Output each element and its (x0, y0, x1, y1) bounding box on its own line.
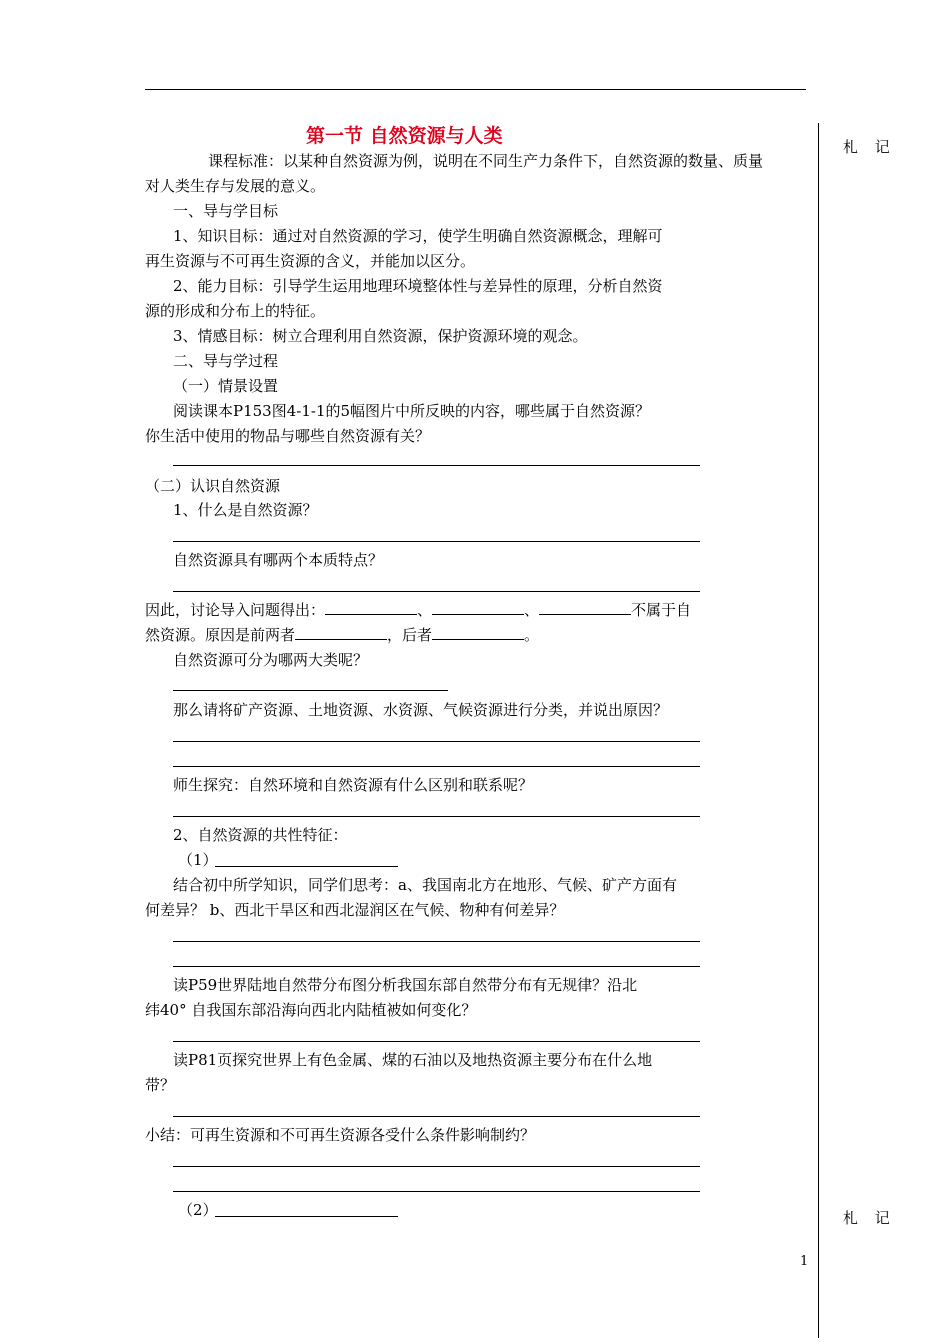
fill-blank-conclusion-line1 (145, 600, 691, 620)
answer-line[interactable] (173, 1166, 700, 1167)
section-heading-goals: 一、导与学目标 (173, 202, 279, 220)
answer-line[interactable] (173, 1116, 700, 1117)
question-common-features: 2、自然资源的共性特征： (173, 826, 348, 844)
ability-goal-line1: 2、能力目标：引导学生运用地理环境整体性与差异性的原理，分析自然资 (173, 277, 663, 295)
answer-line[interactable] (173, 541, 700, 542)
side-note-bottom: 札 记 (843, 1209, 896, 1227)
answer-line[interactable] (173, 741, 700, 742)
question-mineral-distribution-line2: 带？ (145, 1076, 176, 1094)
blank-field[interactable] (432, 625, 524, 640)
fill-blank-conclusion-line2 (145, 625, 539, 645)
subsection-scenario: （一）情景设置 (173, 377, 279, 395)
side-note-top: 札 记 (843, 138, 896, 156)
answer-line[interactable] (173, 941, 700, 942)
question-natural-zones-line1: 读P59世界陆地自然带分布图分析我国东部自然带分布有无规律？沿北 (173, 976, 638, 994)
question-regional-diff-line1: 结合初中所学知识，同学们思考：a、我国南北方在地形、气候、矿产方面有 (173, 876, 677, 894)
conclusion-tail: 不属于自 (631, 601, 692, 619)
question-environment-vs-resource: 师生探究：自然环境和自然资源有什么区别和联系呢？ (173, 776, 534, 794)
item-2-label: （2） (178, 1201, 218, 1219)
emotion-goal: 3、情感目标：树立合理利用自然资源，保护资源环境的观念。 (173, 327, 588, 345)
answer-line[interactable] (173, 465, 700, 466)
reason-text-2: ，后者 (387, 626, 433, 644)
ability-goal-line2: 源的形成和分布上的特征。 (145, 302, 326, 320)
course-standard-line1: 课程标准：以某种自然资源为例，说明在不同生产力条件下，自然资源的数量、质量 (208, 152, 764, 170)
reading-question-line2: 你生活中使用的物品与哪些自然资源有关？ (145, 427, 431, 445)
separator: 、 (524, 601, 540, 619)
period: 。 (524, 626, 540, 644)
question-natural-zones-line2: 纬40° 自我国东部沿海向西北内陆植被如何变化？ (145, 1001, 477, 1019)
question-two-categories: 自然资源可分为哪两大类呢？ (173, 651, 369, 669)
page-title: 第一节 自然资源与人类 (306, 125, 503, 147)
answer-line[interactable] (173, 1041, 700, 1042)
answer-line[interactable] (173, 816, 700, 817)
course-standard-line2: 对人类生存与发展的意义。 (145, 177, 326, 195)
item-2-blank[interactable] (215, 1216, 398, 1217)
item-1-label: （1） (178, 851, 218, 869)
question-classify: 那么请将矿产资源、土地资源、水资源、气候资源进行分类，并说出原因？ (173, 701, 669, 719)
blank-field[interactable] (432, 600, 524, 615)
separator: 、 (417, 601, 433, 619)
section-heading-process: 二、导与学过程 (173, 352, 279, 370)
question-essential-features: 自然资源具有哪两个本质特点？ (173, 551, 384, 569)
margin-divider (818, 123, 819, 1338)
summary-question: 小结：可再生资源和不可再生资源各受什么条件影响制约？ (145, 1126, 536, 1144)
answer-line[interactable] (173, 591, 700, 592)
question-what-is-resource: 1、什么是自然资源？ (173, 501, 318, 519)
answer-line[interactable] (173, 690, 448, 691)
page-number: 1 (800, 1254, 809, 1269)
item-1-blank[interactable] (215, 866, 398, 867)
question-regional-diff-line2: 何差异？ b、西北干旱区和西北湿润区在气候、物种有何差异？ (145, 901, 565, 919)
answer-line[interactable] (173, 766, 700, 767)
knowledge-goal-line1: 1、知识目标：通过对自然资源的学习，使学生明确自然资源概念，理解可 (173, 227, 663, 245)
header-rule (145, 89, 806, 90)
blank-field[interactable] (295, 625, 387, 640)
answer-line[interactable] (173, 1191, 700, 1192)
subsection-know-resources: （二）认识自然资源 (145, 477, 281, 495)
question-mineral-distribution-line1: 读P81页探究世界上有色金属、煤的石油以及地热资源主要分布在什么地 (173, 1051, 653, 1069)
reading-question-line1: 阅读课本P153图4-1-1的5幅图片中所反映的内容，哪些属于自然资源？ (173, 402, 651, 420)
blank-field[interactable] (539, 600, 631, 615)
conclusion-text: 因此，讨论导入问题得出： (145, 601, 326, 619)
reason-text: 然资源。原因是前两者 (145, 626, 296, 644)
blank-field[interactable] (325, 600, 417, 615)
knowledge-goal-line2: 再生资源与不可再生资源的含义，并能加以区分。 (145, 252, 476, 270)
answer-line[interactable] (173, 966, 700, 967)
